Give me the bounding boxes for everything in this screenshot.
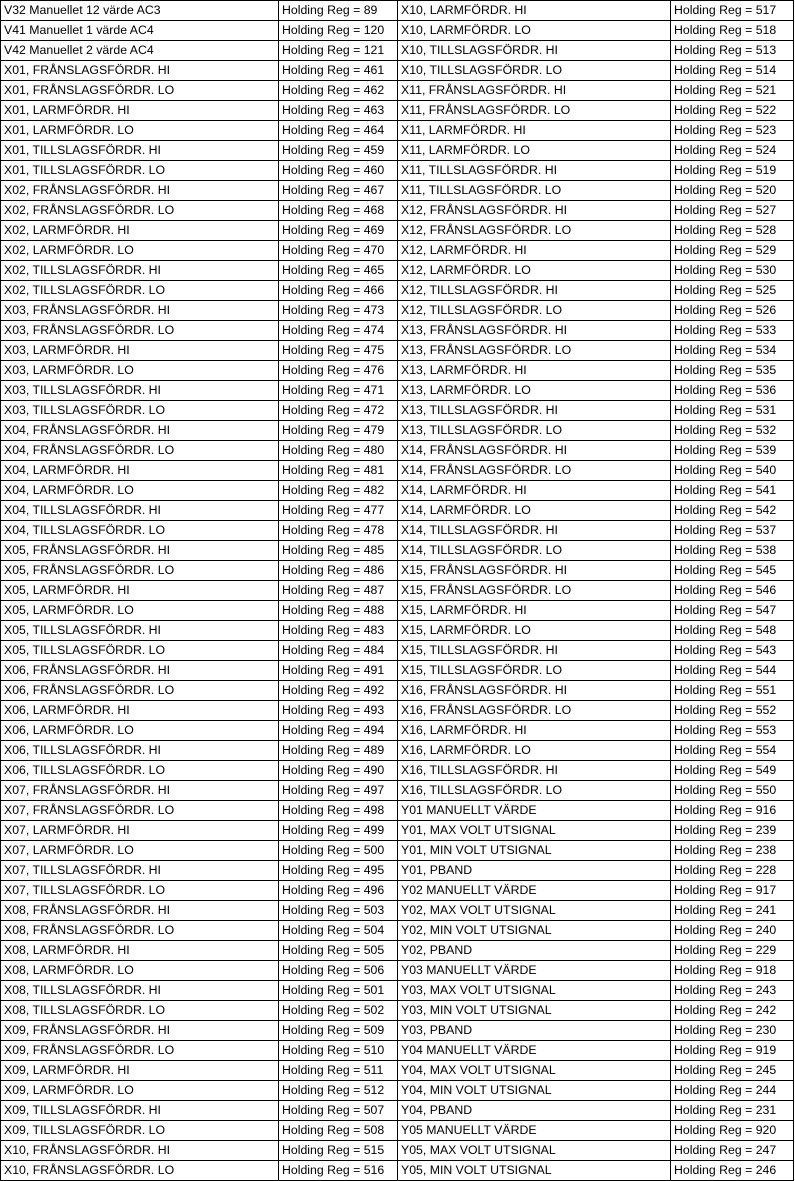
table-row xyxy=(1,981,794,1001)
parameter-name-right: X10, TILLSLAGSFÖRDR. HI xyxy=(398,41,671,61)
parameter-name-left: X02, LARMFÖRDR. LO xyxy=(1,241,279,261)
table-row xyxy=(1,121,794,141)
parameter-name-right: X12, FRÅNSLAGSFÖRDR. HI xyxy=(398,201,671,221)
register-address-left: Holding Reg = 493 xyxy=(279,701,398,721)
parameter-name-right: X14, TILLSLAGSFÖRDR. LO xyxy=(398,541,671,561)
parameter-name-right: Y01 MANUELLT VÄRDE xyxy=(398,801,671,821)
register-address-right: Holding Reg = 542 xyxy=(671,501,794,521)
register-address-right: Holding Reg = 919 xyxy=(671,1041,794,1061)
register-address-left: Holding Reg = 516 xyxy=(279,1161,398,1181)
table-row xyxy=(1,721,794,741)
table-row xyxy=(1,341,794,361)
parameter-name-right: Y02, PBAND xyxy=(398,941,671,961)
table-row xyxy=(1,1161,794,1181)
table-row xyxy=(1,681,794,701)
register-address-right: Holding Reg = 539 xyxy=(671,441,794,461)
table-row xyxy=(1,261,794,281)
parameter-name-right: X12, TILLSLAGSFÖRDR. HI xyxy=(398,281,671,301)
register-address-right: Holding Reg = 517 xyxy=(671,1,794,21)
parameter-name-right: Y02, MIN VOLT UTSIGNAL xyxy=(398,921,671,941)
table-row xyxy=(1,41,794,61)
register-address-left: Holding Reg = 467 xyxy=(279,181,398,201)
parameter-name-left: X04, LARMFÖRDR. LO xyxy=(1,481,279,501)
parameter-name-right: X14, TILLSLAGSFÖRDR. HI xyxy=(398,521,671,541)
parameter-name-left: X03, LARMFÖRDR. LO xyxy=(1,361,279,381)
register-address-left: Holding Reg = 481 xyxy=(279,461,398,481)
register-address-right: Holding Reg = 240 xyxy=(671,921,794,941)
register-address-left: Holding Reg = 478 xyxy=(279,521,398,541)
register-address-right: Holding Reg = 238 xyxy=(671,841,794,861)
parameter-name-right: X10, LARMFÖRDR. HI xyxy=(398,1,671,21)
parameter-name-left: X01, TILLSLAGSFÖRDR. LO xyxy=(1,161,279,181)
parameter-name-right: X13, FRÅNSLAGSFÖRDR. HI xyxy=(398,321,671,341)
parameter-name-right: Y03 MANUELLT VÄRDE xyxy=(398,961,671,981)
parameter-name-left: X07, TILLSLAGSFÖRDR. LO xyxy=(1,881,279,901)
parameter-name-left: X03, FRÅNSLAGSFÖRDR. LO xyxy=(1,321,279,341)
table-row xyxy=(1,881,794,901)
register-address-left: Holding Reg = 508 xyxy=(279,1121,398,1141)
parameter-name-left: X09, LARMFÖRDR. HI xyxy=(1,1061,279,1081)
register-address-left: Holding Reg = 469 xyxy=(279,221,398,241)
register-address-right: Holding Reg = 549 xyxy=(671,761,794,781)
table-row xyxy=(1,781,794,801)
parameter-name-right: X14, LARMFÖRDR. LO xyxy=(398,501,671,521)
register-address-right: Holding Reg = 544 xyxy=(671,661,794,681)
table-row xyxy=(1,241,794,261)
parameter-name-left: X08, LARMFÖRDR. LO xyxy=(1,961,279,981)
register-address-left: Holding Reg = 89 xyxy=(279,1,398,21)
register-address-right: Holding Reg = 525 xyxy=(671,281,794,301)
register-address-left: Holding Reg = 120 xyxy=(279,21,398,41)
parameter-name-right: X11, TILLSLAGSFÖRDR. HI xyxy=(398,161,671,181)
register-address-left: Holding Reg = 507 xyxy=(279,1101,398,1121)
register-address-right: Holding Reg = 536 xyxy=(671,381,794,401)
parameter-name-left: X04, LARMFÖRDR. HI xyxy=(1,461,279,481)
register-table-body xyxy=(1,1,794,1181)
parameter-name-left: X09, FRÅNSLAGSFÖRDR. LO xyxy=(1,1041,279,1061)
parameter-name-left: X10, FRÅNSLAGSFÖRDR. HI xyxy=(1,1141,279,1161)
parameter-name-right: X15, TILLSLAGSFÖRDR. HI xyxy=(398,641,671,661)
register-address-right: Holding Reg = 553 xyxy=(671,721,794,741)
register-address-left: Holding Reg = 510 xyxy=(279,1041,398,1061)
parameter-name-left: X01, TILLSLAGSFÖRDR. HI xyxy=(1,141,279,161)
table-row xyxy=(1,641,794,661)
register-address-right: Holding Reg = 550 xyxy=(671,781,794,801)
parameter-name-left: X04, FRÅNSLAGSFÖRDR. HI xyxy=(1,421,279,441)
parameter-name-right: X16, TILLSLAGSFÖRDR. HI xyxy=(398,761,671,781)
table-row xyxy=(1,501,794,521)
parameter-name-left: X06, FRÅNSLAGSFÖRDR. LO xyxy=(1,681,279,701)
table-row xyxy=(1,221,794,241)
parameter-name-right: X11, TILLSLAGSFÖRDR. LO xyxy=(398,181,671,201)
register-address-left: Holding Reg = 515 xyxy=(279,1141,398,1161)
parameter-name-left: X10, FRÅNSLAGSFÖRDR. LO xyxy=(1,1161,279,1181)
register-address-left: Holding Reg = 503 xyxy=(279,901,398,921)
register-address-left: Holding Reg = 483 xyxy=(279,621,398,641)
parameter-name-right: X16, LARMFÖRDR. HI xyxy=(398,721,671,741)
register-address-left: Holding Reg = 473 xyxy=(279,301,398,321)
table-row xyxy=(1,141,794,161)
table-row xyxy=(1,901,794,921)
register-address-right: Holding Reg = 551 xyxy=(671,681,794,701)
table-row xyxy=(1,281,794,301)
parameter-name-right: X10, TILLSLAGSFÖRDR. LO xyxy=(398,61,671,81)
register-address-right: Holding Reg = 231 xyxy=(671,1101,794,1121)
table-row xyxy=(1,821,794,841)
register-address-left: Holding Reg = 471 xyxy=(279,381,398,401)
register-address-left: Holding Reg = 488 xyxy=(279,601,398,621)
register-address-left: Holding Reg = 487 xyxy=(279,581,398,601)
register-address-left: Holding Reg = 489 xyxy=(279,741,398,761)
register-address-left: Holding Reg = 461 xyxy=(279,61,398,81)
register-address-right: Holding Reg = 230 xyxy=(671,1021,794,1041)
register-address-right: Holding Reg = 541 xyxy=(671,481,794,501)
parameter-name-left: X05, LARMFÖRDR. HI xyxy=(1,581,279,601)
register-address-right: Holding Reg = 241 xyxy=(671,901,794,921)
table-row xyxy=(1,801,794,821)
parameter-name-right: Y01, PBAND xyxy=(398,861,671,881)
table-row xyxy=(1,201,794,221)
register-address-right: Holding Reg = 228 xyxy=(671,861,794,881)
table-row xyxy=(1,61,794,81)
parameter-name-left: X05, TILLSLAGSFÖRDR. HI xyxy=(1,621,279,641)
table-row xyxy=(1,961,794,981)
parameter-name-right: X13, TILLSLAGSFÖRDR. HI xyxy=(398,401,671,421)
table-row xyxy=(1,1081,794,1101)
register-address-right: Holding Reg = 520 xyxy=(671,181,794,201)
parameter-name-right: Y05, MIN VOLT UTSIGNAL xyxy=(398,1161,671,1181)
parameter-name-left: X03, TILLSLAGSFÖRDR. LO xyxy=(1,401,279,421)
parameter-name-right: X14, LARMFÖRDR. HI xyxy=(398,481,671,501)
parameter-name-right: Y02, MAX VOLT UTSIGNAL xyxy=(398,901,671,921)
parameter-name-right: X13, FRÅNSLAGSFÖRDR. LO xyxy=(398,341,671,361)
register-address-right: Holding Reg = 535 xyxy=(671,361,794,381)
table-row xyxy=(1,621,794,641)
parameter-name-left: X09, FRÅNSLAGSFÖRDR. HI xyxy=(1,1021,279,1041)
parameter-name-right: X15, FRÅNSLAGSFÖRDR. LO xyxy=(398,581,671,601)
register-address-left: Holding Reg = 504 xyxy=(279,921,398,941)
parameter-name-right: X11, LARMFÖRDR. HI xyxy=(398,121,671,141)
register-address-left: Holding Reg = 506 xyxy=(279,961,398,981)
parameter-name-right: Y04, MIN VOLT UTSIGNAL xyxy=(398,1081,671,1101)
parameter-name-right: Y02 MANUELLT VÄRDE xyxy=(398,881,671,901)
register-address-left: Holding Reg = 476 xyxy=(279,361,398,381)
register-address-right: Holding Reg = 918 xyxy=(671,961,794,981)
table-row xyxy=(1,861,794,881)
parameter-name-right: Y01, MIN VOLT UTSIGNAL xyxy=(398,841,671,861)
table-row xyxy=(1,1061,794,1081)
parameter-name-right: X12, LARMFÖRDR. HI xyxy=(398,241,671,261)
parameter-name-left: X01, FRÅNSLAGSFÖRDR. LO xyxy=(1,81,279,101)
register-address-left: Holding Reg = 491 xyxy=(279,661,398,681)
parameter-name-left: V32 Manuellet 12 värde AC3 xyxy=(1,1,279,21)
register-address-right: Holding Reg = 243 xyxy=(671,981,794,1001)
parameter-name-right: Y03, PBAND xyxy=(398,1021,671,1041)
register-address-right: Holding Reg = 244 xyxy=(671,1081,794,1101)
register-address-left: Holding Reg = 490 xyxy=(279,761,398,781)
register-address-right: Holding Reg = 521 xyxy=(671,81,794,101)
register-address-right: Holding Reg = 543 xyxy=(671,641,794,661)
parameter-name-right: X13, LARMFÖRDR. LO xyxy=(398,381,671,401)
table-row xyxy=(1,1,794,21)
register-address-right: Holding Reg = 538 xyxy=(671,541,794,561)
parameter-name-left: X03, TILLSLAGSFÖRDR. HI xyxy=(1,381,279,401)
register-address-left: Holding Reg = 463 xyxy=(279,101,398,121)
parameter-name-left: X08, FRÅNSLAGSFÖRDR. LO xyxy=(1,921,279,941)
register-address-right: Holding Reg = 530 xyxy=(671,261,794,281)
parameter-name-right: X16, FRÅNSLAGSFÖRDR. LO xyxy=(398,701,671,721)
parameter-name-left: X02, TILLSLAGSFÖRDR. HI xyxy=(1,261,279,281)
table-row xyxy=(1,321,794,341)
register-address-right: Holding Reg = 522 xyxy=(671,101,794,121)
register-address-right: Holding Reg = 526 xyxy=(671,301,794,321)
register-address-right: Holding Reg = 554 xyxy=(671,741,794,761)
table-row xyxy=(1,101,794,121)
table-row xyxy=(1,161,794,181)
register-address-right: Holding Reg = 537 xyxy=(671,521,794,541)
parameter-name-right: X11, FRÅNSLAGSFÖRDR. HI xyxy=(398,81,671,101)
register-address-left: Holding Reg = 501 xyxy=(279,981,398,1001)
register-address-left: Holding Reg = 468 xyxy=(279,201,398,221)
register-address-right: Holding Reg = 531 xyxy=(671,401,794,421)
table-row xyxy=(1,481,794,501)
parameter-name-left: X06, TILLSLAGSFÖRDR. LO xyxy=(1,761,279,781)
register-address-left: Holding Reg = 505 xyxy=(279,941,398,961)
register-address-right: Holding Reg = 519 xyxy=(671,161,794,181)
parameter-name-right: X12, LARMFÖRDR. LO xyxy=(398,261,671,281)
parameter-name-left: V42 Manuellet 2 värde AC4 xyxy=(1,41,279,61)
parameter-name-right: Y05, MAX VOLT UTSIGNAL xyxy=(398,1141,671,1161)
register-address-right: Holding Reg = 920 xyxy=(671,1121,794,1141)
parameter-name-right: X16, TILLSLAGSFÖRDR. LO xyxy=(398,781,671,801)
register-address-right: Holding Reg = 552 xyxy=(671,701,794,721)
parameter-name-right: X14, FRÅNSLAGSFÖRDR. HI xyxy=(398,441,671,461)
register-address-left: Holding Reg = 498 xyxy=(279,801,398,821)
register-address-right: Holding Reg = 545 xyxy=(671,561,794,581)
register-address-right: Holding Reg = 513 xyxy=(671,41,794,61)
register-address-left: Holding Reg = 492 xyxy=(279,681,398,701)
table-row xyxy=(1,301,794,321)
table-row xyxy=(1,181,794,201)
parameter-name-left: X08, LARMFÖRDR. HI xyxy=(1,941,279,961)
register-address-right: Holding Reg = 547 xyxy=(671,601,794,621)
register-address-left: Holding Reg = 462 xyxy=(279,81,398,101)
parameter-name-left: X02, FRÅNSLAGSFÖRDR. LO xyxy=(1,201,279,221)
parameter-name-left: X05, LARMFÖRDR. LO xyxy=(1,601,279,621)
register-address-right: Holding Reg = 245 xyxy=(671,1061,794,1081)
parameter-name-right: X14, FRÅNSLAGSFÖRDR. LO xyxy=(398,461,671,481)
table-row xyxy=(1,1141,794,1161)
register-address-right: Holding Reg = 247 xyxy=(671,1141,794,1161)
register-address-left: Holding Reg = 464 xyxy=(279,121,398,141)
register-address-right: Holding Reg = 527 xyxy=(671,201,794,221)
parameter-name-right: X11, LARMFÖRDR. LO xyxy=(398,141,671,161)
register-address-right: Holding Reg = 916 xyxy=(671,801,794,821)
register-address-left: Holding Reg = 479 xyxy=(279,421,398,441)
register-address-right: Holding Reg = 528 xyxy=(671,221,794,241)
register-address-right: Holding Reg = 242 xyxy=(671,1001,794,1021)
register-address-left: Holding Reg = 499 xyxy=(279,821,398,841)
table-row xyxy=(1,561,794,581)
table-row xyxy=(1,1001,794,1021)
register-address-right: Holding Reg = 533 xyxy=(671,321,794,341)
table-row xyxy=(1,741,794,761)
parameter-name-left: X04, TILLSLAGSFÖRDR. HI xyxy=(1,501,279,521)
table-row xyxy=(1,521,794,541)
table-row xyxy=(1,401,794,421)
parameter-name-right: Y04, PBAND xyxy=(398,1101,671,1121)
register-address-right: Holding Reg = 514 xyxy=(671,61,794,81)
register-address-left: Holding Reg = 465 xyxy=(279,261,398,281)
parameter-name-left: V41 Manuellet 1 värde AC4 xyxy=(1,21,279,41)
register-address-left: Holding Reg = 480 xyxy=(279,441,398,461)
register-address-right: Holding Reg = 917 xyxy=(671,881,794,901)
parameter-name-right: X15, FRÅNSLAGSFÖRDR. HI xyxy=(398,561,671,581)
table-row xyxy=(1,1121,794,1141)
parameter-name-left: X02, TILLSLAGSFÖRDR. LO xyxy=(1,281,279,301)
parameter-name-right: X16, FRÅNSLAGSFÖRDR. HI xyxy=(398,681,671,701)
table-row xyxy=(1,21,794,41)
table-row xyxy=(1,701,794,721)
register-address-right: Holding Reg = 518 xyxy=(671,21,794,41)
register-address-left: Holding Reg = 509 xyxy=(279,1021,398,1041)
parameter-name-right: X12, FRÅNSLAGSFÖRDR. LO xyxy=(398,221,671,241)
register-address-left: Holding Reg = 121 xyxy=(279,41,398,61)
parameter-name-left: X01, FRÅNSLAGSFÖRDR. HI xyxy=(1,61,279,81)
parameter-name-left: X08, FRÅNSLAGSFÖRDR. HI xyxy=(1,901,279,921)
parameter-name-left: X07, TILLSLAGSFÖRDR. HI xyxy=(1,861,279,881)
table-row xyxy=(1,421,794,441)
register-address-left: Holding Reg = 459 xyxy=(279,141,398,161)
parameter-name-left: X07, FRÅNSLAGSFÖRDR. LO xyxy=(1,801,279,821)
table-row xyxy=(1,1021,794,1041)
register-address-left: Holding Reg = 484 xyxy=(279,641,398,661)
parameter-name-right: Y04, MAX VOLT UTSIGNAL xyxy=(398,1061,671,1081)
parameter-name-left: X05, FRÅNSLAGSFÖRDR. HI xyxy=(1,541,279,561)
register-address-left: Holding Reg = 466 xyxy=(279,281,398,301)
table-row xyxy=(1,81,794,101)
table-row xyxy=(1,661,794,681)
table-row xyxy=(1,1101,794,1121)
parameter-name-right: Y05 MANUELLT VÄRDE xyxy=(398,1121,671,1141)
parameter-name-left: X08, TILLSLAGSFÖRDR. LO xyxy=(1,1001,279,1021)
register-address-left: Holding Reg = 494 xyxy=(279,721,398,741)
parameter-name-left: X04, FRÅNSLAGSFÖRDR. LO xyxy=(1,441,279,461)
table-row xyxy=(1,601,794,621)
register-address-right: Holding Reg = 524 xyxy=(671,141,794,161)
parameter-name-left: X09, TILLSLAGSFÖRDR. HI xyxy=(1,1101,279,1121)
register-address-right: Holding Reg = 523 xyxy=(671,121,794,141)
table-row xyxy=(1,441,794,461)
parameter-name-left: X07, LARMFÖRDR. LO xyxy=(1,841,279,861)
parameter-name-left: X05, FRÅNSLAGSFÖRDR. LO xyxy=(1,561,279,581)
table-row xyxy=(1,361,794,381)
register-address-left: Holding Reg = 460 xyxy=(279,161,398,181)
parameter-name-left: X06, LARMFÖRDR. HI xyxy=(1,701,279,721)
register-address-left: Holding Reg = 474 xyxy=(279,321,398,341)
table-row xyxy=(1,1041,794,1061)
register-address-left: Holding Reg = 475 xyxy=(279,341,398,361)
table-row xyxy=(1,541,794,561)
register-address-right: Holding Reg = 534 xyxy=(671,341,794,361)
parameter-name-right: X15, LARMFÖRDR. LO xyxy=(398,621,671,641)
parameter-name-left: X04, TILLSLAGSFÖRDR. LO xyxy=(1,521,279,541)
parameter-name-left: X01, LARMFÖRDR. LO xyxy=(1,121,279,141)
parameter-name-left: X03, FRÅNSLAGSFÖRDR. HI xyxy=(1,301,279,321)
table-row xyxy=(1,761,794,781)
parameter-name-left: X09, TILLSLAGSFÖRDR. LO xyxy=(1,1121,279,1141)
parameter-name-left: X06, LARMFÖRDR. LO xyxy=(1,721,279,741)
parameter-name-left: X06, FRÅNSLAGSFÖRDR. HI xyxy=(1,661,279,681)
parameter-name-right: Y01, MAX VOLT UTSIGNAL xyxy=(398,821,671,841)
parameter-name-right: X10, LARMFÖRDR. LO xyxy=(398,21,671,41)
register-address-left: Holding Reg = 497 xyxy=(279,781,398,801)
parameter-name-right: X13, LARMFÖRDR. HI xyxy=(398,361,671,381)
register-address-right: Holding Reg = 246 xyxy=(671,1161,794,1181)
register-address-left: Holding Reg = 512 xyxy=(279,1081,398,1101)
register-address-left: Holding Reg = 511 xyxy=(279,1061,398,1081)
register-address-left: Holding Reg = 502 xyxy=(279,1001,398,1021)
parameter-name-left: X06, TILLSLAGSFÖRDR. HI xyxy=(1,741,279,761)
parameter-name-right: X15, TILLSLAGSFÖRDR. LO xyxy=(398,661,671,681)
register-address-right: Holding Reg = 229 xyxy=(671,941,794,961)
register-address-left: Holding Reg = 496 xyxy=(279,881,398,901)
register-address-left: Holding Reg = 500 xyxy=(279,841,398,861)
table-row xyxy=(1,381,794,401)
parameter-name-left: X09, LARMFÖRDR. LO xyxy=(1,1081,279,1101)
parameter-name-left: X05, TILLSLAGSFÖRDR. LO xyxy=(1,641,279,661)
parameter-name-right: X13, TILLSLAGSFÖRDR. LO xyxy=(398,421,671,441)
parameter-name-left: X03, LARMFÖRDR. HI xyxy=(1,341,279,361)
register-address-right: Holding Reg = 546 xyxy=(671,581,794,601)
parameter-name-right: X16, LARMFÖRDR. LO xyxy=(398,741,671,761)
table-row xyxy=(1,461,794,481)
register-address-left: Holding Reg = 485 xyxy=(279,541,398,561)
register-address-right: Holding Reg = 540 xyxy=(671,461,794,481)
register-address-left: Holding Reg = 495 xyxy=(279,861,398,881)
parameter-name-left: X02, LARMFÖRDR. HI xyxy=(1,221,279,241)
table-row xyxy=(1,921,794,941)
parameter-name-left: X07, LARMFÖRDR. HI xyxy=(1,821,279,841)
parameter-name-right: X15, LARMFÖRDR. HI xyxy=(398,601,671,621)
register-address-right: Holding Reg = 529 xyxy=(671,241,794,261)
register-address-left: Holding Reg = 472 xyxy=(279,401,398,421)
register-address-right: Holding Reg = 532 xyxy=(671,421,794,441)
parameter-name-left: X01, LARMFÖRDR. HI xyxy=(1,101,279,121)
table-row xyxy=(1,841,794,861)
parameter-name-left: X08, TILLSLAGSFÖRDR. HI xyxy=(1,981,279,1001)
register-address-left: Holding Reg = 470 xyxy=(279,241,398,261)
parameter-name-left: X07, FRÅNSLAGSFÖRDR. HI xyxy=(1,781,279,801)
parameter-name-left: X02, FRÅNSLAGSFÖRDR. HI xyxy=(1,181,279,201)
register-address-right: Holding Reg = 548 xyxy=(671,621,794,641)
parameter-name-right: X12, TILLSLAGSFÖRDR. LO xyxy=(398,301,671,321)
table-row xyxy=(1,941,794,961)
parameter-name-right: Y03, MIN VOLT UTSIGNAL xyxy=(398,1001,671,1021)
register-address-right: Holding Reg = 239 xyxy=(671,821,794,841)
parameter-name-right: Y04 MANUELLT VÄRDE xyxy=(398,1041,671,1061)
register-address-left: Holding Reg = 486 xyxy=(279,561,398,581)
register-address-left: Holding Reg = 477 xyxy=(279,501,398,521)
parameter-name-right: Y03, MAX VOLT UTSIGNAL xyxy=(398,981,671,1001)
parameter-name-right: X11, FRÅNSLAGSFÖRDR. LO xyxy=(398,101,671,121)
register-address-left: Holding Reg = 482 xyxy=(279,481,398,501)
table-row xyxy=(1,581,794,601)
